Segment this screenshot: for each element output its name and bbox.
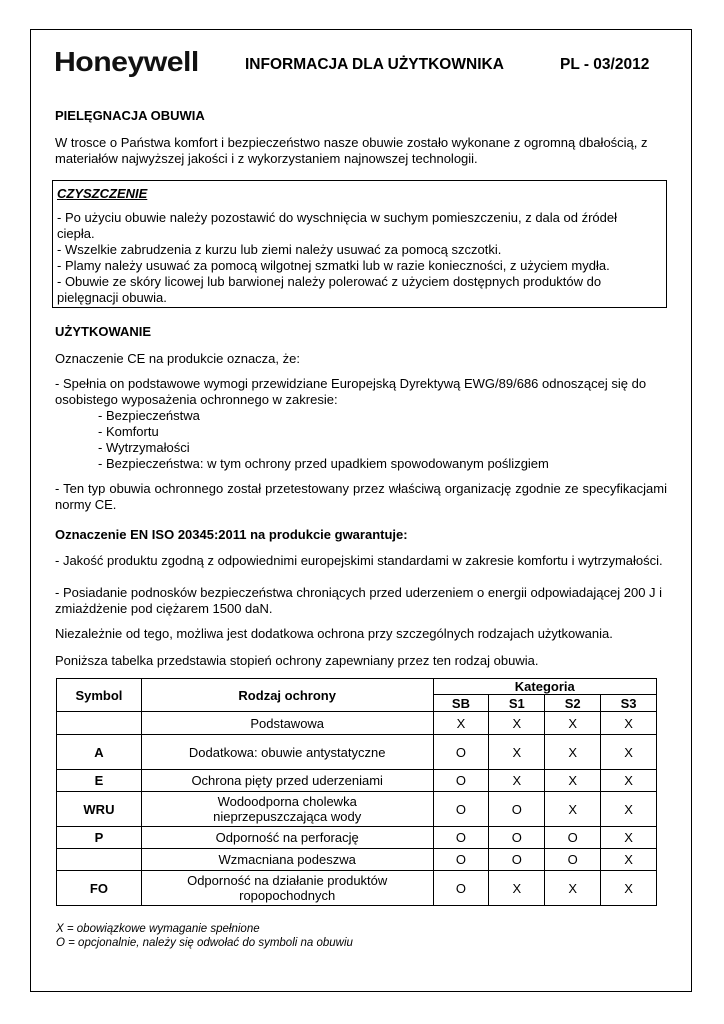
col-header-sb: SB bbox=[433, 695, 489, 712]
table-row bbox=[57, 849, 657, 871]
row-value: X bbox=[489, 770, 545, 792]
list-item: - Bezpieczeństwa bbox=[98, 408, 200, 423]
en-point-2: - Posiadanie podnosków bezpieczeństwa chroniących przed uderzeniem o energii odpowiadającej 200 J i zmiażdżenie pod ciężarem 1500 daN. bbox=[55, 585, 663, 616]
col-header-s2: S2 bbox=[545, 695, 601, 712]
row-symbol: FO bbox=[57, 871, 142, 906]
ce-intro: Oznaczenie CE na produkcie oznacza, że: bbox=[55, 351, 300, 366]
row-value: X bbox=[489, 735, 545, 770]
list-item: - Komfortu bbox=[98, 424, 159, 439]
row-symbol: A bbox=[57, 735, 142, 770]
list-item: - Wszelkie zabrudzenia z kurzu lub ziemi należy usuwać za pomocą szczotki. bbox=[57, 242, 502, 257]
document-code: PL - 03/2012 bbox=[560, 56, 650, 73]
row-value: X bbox=[601, 712, 657, 735]
row-value: X bbox=[601, 770, 657, 792]
en-heading: Oznaczenie EN ISO 20345:2011 na produkcie gwarantuje: bbox=[55, 527, 408, 542]
col-header-category: Kategoria bbox=[433, 679, 656, 695]
table-intro: Poniższa tabelka przedstawia stopień ochrony zapewniany przez ten rodzaj obuwia. bbox=[55, 653, 539, 668]
row-value: X bbox=[489, 712, 545, 735]
list-item: - Plamy należy usuwać za pomocą wilgotnej szmatki lub w razie konieczności, z użyciem mydła. bbox=[57, 258, 610, 273]
row-value: O bbox=[433, 849, 489, 871]
row-value: X bbox=[545, 735, 601, 770]
row-type: Odporność na perforację bbox=[141, 827, 433, 849]
row-type: Odporność na działanie produktów ropopochodnych bbox=[141, 871, 433, 906]
row-value: O bbox=[433, 735, 489, 770]
care-intro: W trosce o Państwa komfort i bezpieczeństwo nasze obuwie zostało wykonane z ogromną dbałością, z materiałów najwyższej jakości i z wykorzystaniem najnowszej technologii. bbox=[55, 135, 648, 166]
list-item: - Obuwie ze skóry licowej lub barwionej należy polerować z użyciem dostępnych produktów do pielęgnacji obuwia. bbox=[57, 274, 602, 305]
table-row bbox=[57, 792, 657, 827]
extra-protection: Niezależnie od tego, możliwa jest dodatkowa ochrona przy szczególnych rodzajach użytkowania. bbox=[55, 626, 613, 641]
legend-x: X = obowiązkowe wymaganie spełnione bbox=[56, 923, 260, 935]
row-value: X bbox=[545, 792, 601, 827]
row-type: Ochrona pięty przed uderzeniami bbox=[141, 770, 433, 792]
list-item: - Wytrzymałości bbox=[98, 440, 190, 455]
row-value: O bbox=[433, 827, 489, 849]
list-item: - Bezpieczeństwa: w tym ochrony przed upadkiem spowodowanym poślizgiem bbox=[98, 456, 549, 471]
row-value: O bbox=[433, 792, 489, 827]
row-value: X bbox=[545, 770, 601, 792]
row-value: X bbox=[601, 871, 657, 906]
row-value: X bbox=[489, 871, 545, 906]
row-symbol: WRU bbox=[57, 792, 142, 827]
row-symbol bbox=[57, 849, 142, 871]
table-row bbox=[57, 827, 657, 849]
row-value: O bbox=[433, 871, 489, 906]
row-symbol bbox=[57, 712, 142, 735]
row-value: O bbox=[489, 827, 545, 849]
row-type: Wodoodporna cholewka nieprzepuszczająca wody bbox=[141, 792, 433, 827]
document-title: INFORMACJA DLA UŻYTKOWNIKA bbox=[245, 56, 504, 73]
brand-logo: Honeywell bbox=[54, 46, 199, 77]
row-value: X bbox=[601, 792, 657, 827]
table-row bbox=[57, 871, 657, 906]
col-header-symbol: Symbol bbox=[57, 679, 142, 712]
row-value: X bbox=[545, 712, 601, 735]
row-value: X bbox=[601, 827, 657, 849]
row-type: Wzmacniana podeszwa bbox=[141, 849, 433, 871]
row-value: X bbox=[545, 871, 601, 906]
row-value: O bbox=[433, 770, 489, 792]
legend-o: O = opcjonalnie, należy się odwołać do symboli na obuwiu bbox=[56, 937, 353, 949]
row-symbol: E bbox=[57, 770, 142, 792]
tested-note: - Ten typ obuwia ochronnego został przetestowany przez właściwą organizację zgodnie ze specyfikacjami normy CE. bbox=[55, 481, 667, 512]
ce-point: - Spełnia on podstawowe wymogi przewidziane Europejską Dyrektywą EWG/89/686 odnoszącej się do osobistego wyposażenia ochronnego w zakresie: bbox=[55, 376, 647, 407]
protection-table bbox=[56, 678, 657, 906]
row-value: X bbox=[601, 735, 657, 770]
table-legend bbox=[56, 922, 353, 950]
table-row bbox=[57, 770, 657, 792]
row-value: O bbox=[545, 827, 601, 849]
row-symbol: P bbox=[57, 827, 142, 849]
usage-heading: UŻYTKOWANIE bbox=[55, 324, 152, 339]
cleaning-box bbox=[52, 180, 667, 308]
ce-list bbox=[55, 408, 549, 472]
row-value: O bbox=[489, 849, 545, 871]
row-value: O bbox=[545, 849, 601, 871]
table-row bbox=[57, 712, 657, 735]
list-item: - Po użyciu obuwie należy pozostawić do wyschnięcia w suchym pomieszczeniu, z dala od źródeł ciepła. bbox=[57, 210, 617, 241]
table-row bbox=[57, 735, 657, 770]
col-header-type: Rodzaj ochrony bbox=[141, 679, 433, 712]
en-point-1: - Jakość produktu zgodną z odpowiednimi europejskimi standardami w zakresie komfortu i wytrzymałości. bbox=[55, 553, 663, 568]
row-type: Dodatkowa: obuwie antystatyczne bbox=[141, 735, 433, 770]
cleaning-heading: CZYSZCZENIE bbox=[57, 186, 148, 201]
col-header-s3: S3 bbox=[601, 695, 657, 712]
row-value: X bbox=[433, 712, 489, 735]
row-value: X bbox=[601, 849, 657, 871]
col-header-s1: S1 bbox=[489, 695, 545, 712]
row-value: O bbox=[489, 792, 545, 827]
care-heading: PIELĘGNACJA OBUWIA bbox=[55, 108, 205, 123]
cleaning-list bbox=[57, 210, 657, 306]
row-type: Podstawowa bbox=[141, 712, 433, 735]
